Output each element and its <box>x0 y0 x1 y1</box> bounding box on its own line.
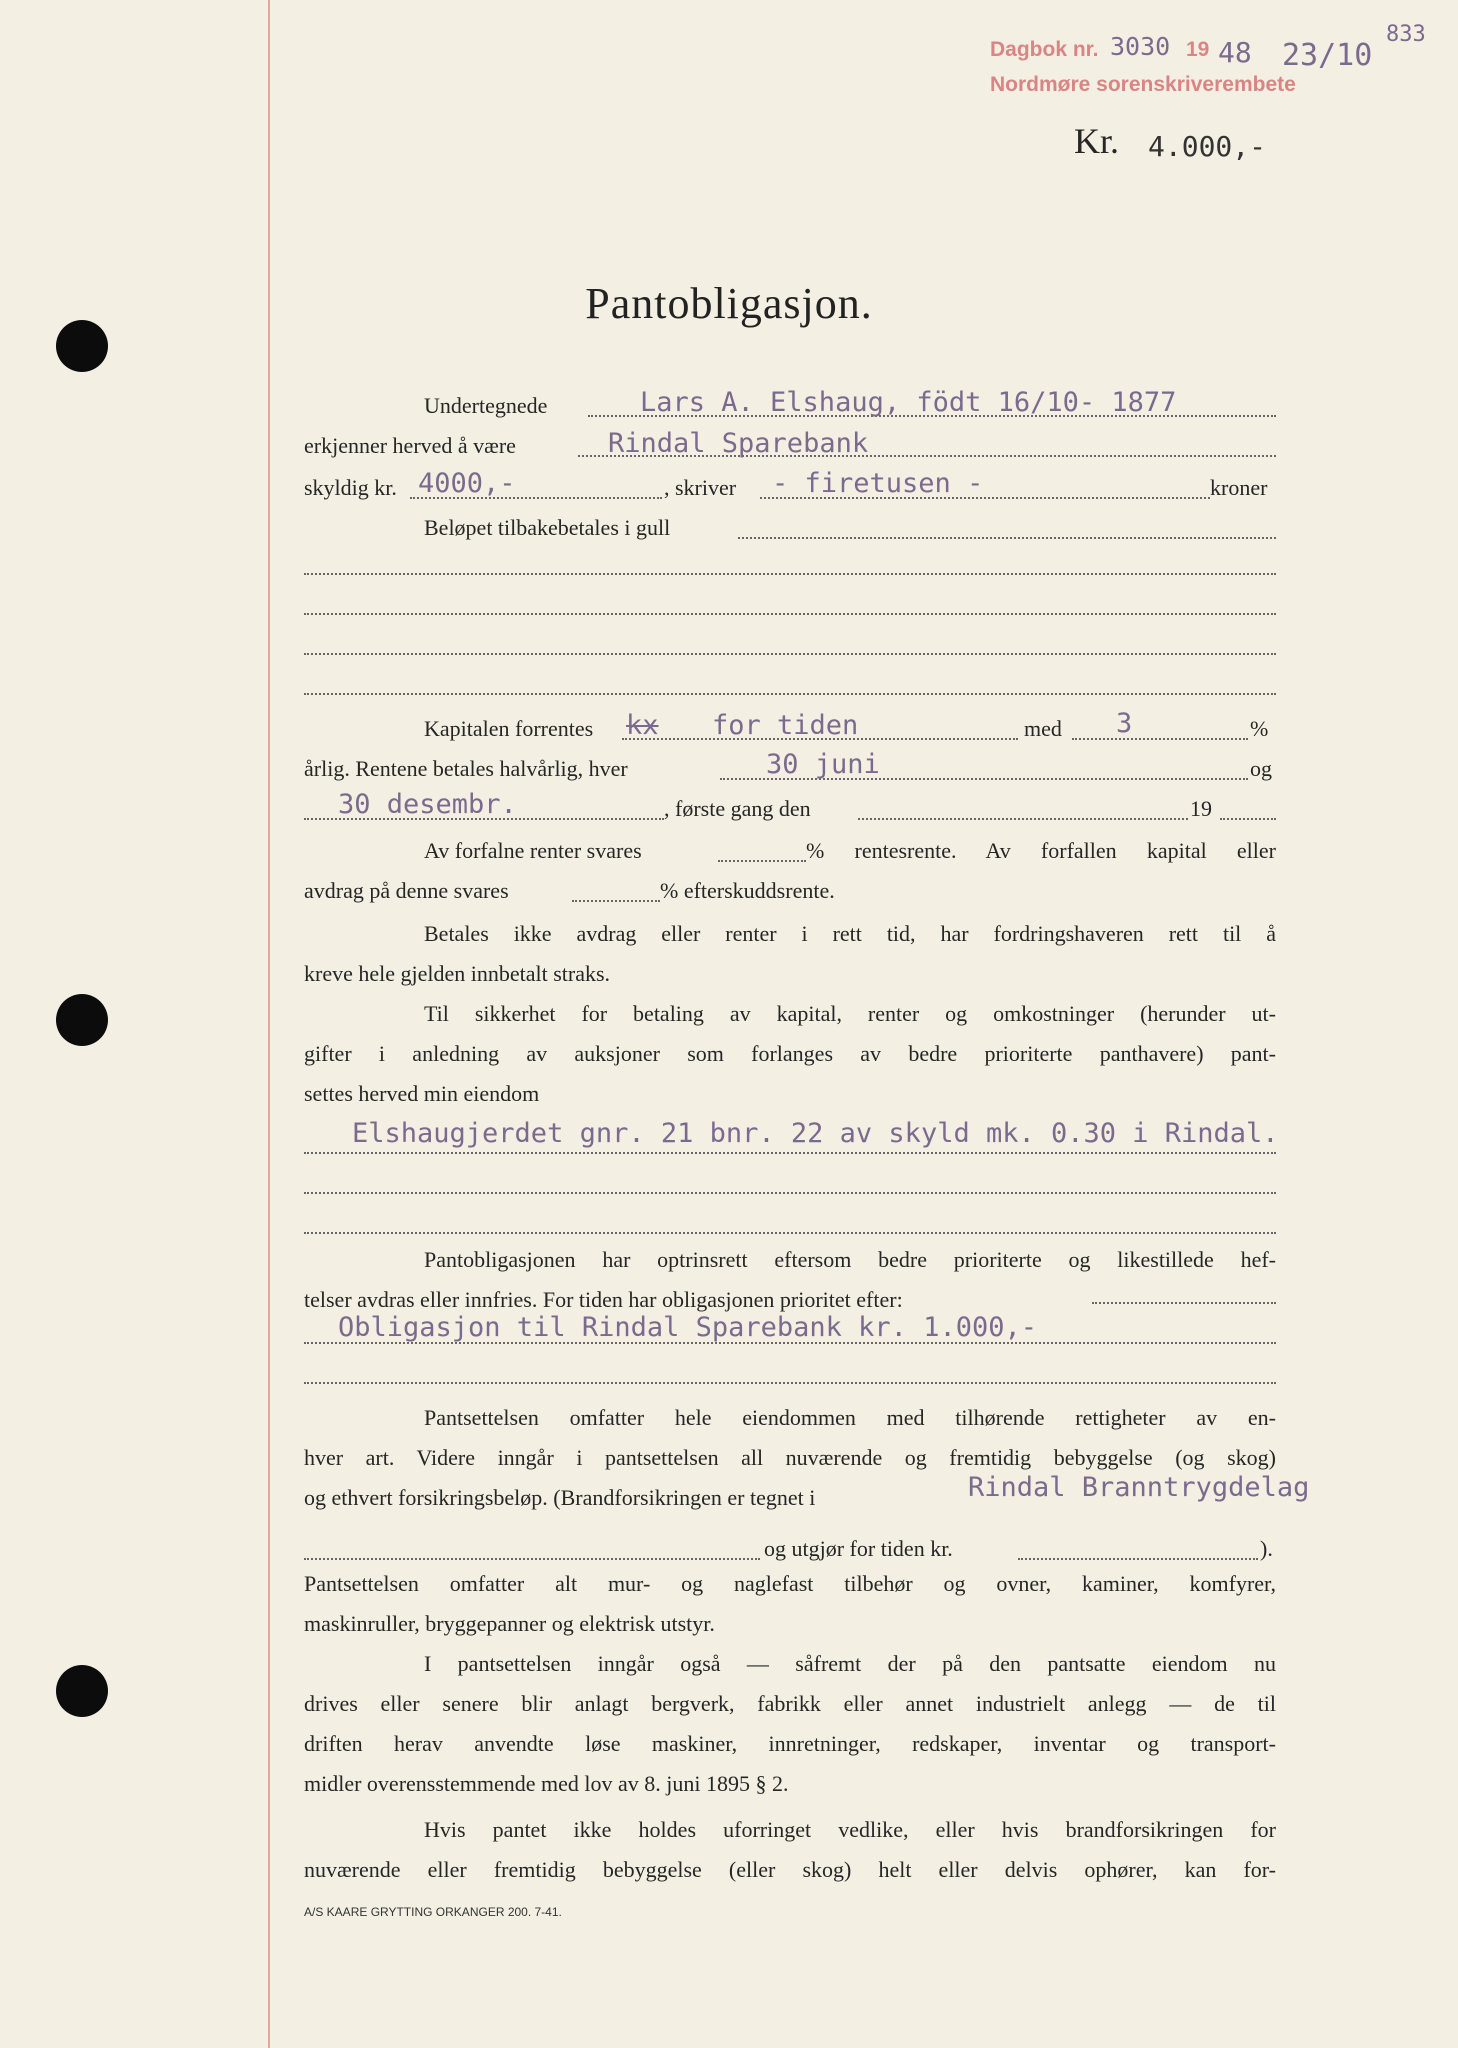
year-line <box>1220 818 1276 820</box>
text-line: Hvis pantet ikke holdes uforringet vedlike, eller hvis brandforsikringen for <box>424 1817 1276 1842</box>
paragraph-betales <box>304 914 1276 994</box>
utgjor-close: ). <box>1260 1536 1273 1561</box>
text-line: settes herved min eiendom <box>304 1081 540 1106</box>
gull-label: Beløpet tilbakebetales i gull <box>424 515 671 540</box>
avdrag-text: % efterskuddsrente. <box>660 878 835 903</box>
skyldig-label: skyldig kr. <box>304 475 397 500</box>
text-line: kreve hele gjelden innbetalt straks. <box>304 961 611 986</box>
text-line: drives eller senere blir anlagt bergverk, fabrikk eller annet industrielt anlegg — de til <box>304 1691 1276 1716</box>
med-label: med <box>1024 716 1062 741</box>
stamp-date: 23/10 <box>1282 38 1373 73</box>
skriver-value: - firetusen - <box>772 468 984 499</box>
kroner-label: kroner <box>1210 475 1268 500</box>
forfalne-line <box>718 860 806 862</box>
creditor-value: Rindal Sparebank <box>608 428 869 459</box>
text-line: Betales ikke avdrag eller renter i rett tid, har fordringshaveren rett til å <box>424 921 1276 946</box>
skyldig-value: 4000,- <box>418 468 516 499</box>
payment-date-2: 30 desembr. <box>338 789 517 820</box>
year-label: 19 <box>1190 796 1212 821</box>
dagbok-number: 3030 <box>1110 32 1171 61</box>
text-line: telser avdras eller innfries. For tiden har obligasjonen prioritet efter: <box>304 1287 903 1312</box>
text-line: hver art. Videre inngår i pantsettelsen all nuværende og fremtidig bebyggelse (og skog) <box>304 1445 1276 1470</box>
text-line: og ethvert forsikringsbeløp. (Brandforsikringen er tegnet i <box>304 1485 816 1510</box>
blank-line-5 <box>304 1192 1276 1194</box>
text-line: I pantsettelsen inngår også — såfremt der på den pantsatte eiendom nu <box>424 1651 1276 1676</box>
text-line: midler overensstemmende med lov av 8. juni 1895 § 2. <box>304 1771 789 1796</box>
forfalne-label: Av forfalne renter svares <box>424 838 642 863</box>
paragraph-inngar <box>304 1644 1276 1804</box>
blank-line-2 <box>304 613 1276 615</box>
paragraph-pantsettelsen-2 <box>304 1564 1276 1644</box>
gull-line <box>738 537 1276 539</box>
forste-label: , første gang den <box>664 796 811 821</box>
blank-line-3 <box>304 653 1276 655</box>
erkjenner-label: erkjenner herved å være <box>304 433 516 458</box>
page-title: Pantobligasjon. <box>585 279 873 328</box>
kapitalen-strike: kx <box>626 710 659 741</box>
text-line: driften herav anvendte løse maskiner, innretninger, redskaper, inventar og transport- <box>304 1731 1276 1756</box>
text-line: Pantsettelsen omfatter hele eiendommen med tilhørende rettigheter av en- <box>424 1405 1276 1430</box>
stamp-line-1 <box>990 38 1099 62</box>
paragraph-hvis <box>304 1810 1276 1890</box>
blank-line-1 <box>304 573 1276 575</box>
blank-line-4 <box>304 693 1276 695</box>
text-line: nuværende eller fremtidig bebyggelse (eller skog) helt eller delvis ophører, kan for- <box>304 1857 1276 1882</box>
undertegnede-value: Lars A. Elshaug, födt 16/10- 1877 <box>640 387 1177 418</box>
text-line: Pantsettelsen omfatter alt mur- og naglefast tilbehør og ovner, kaminer, komfyrer, <box>304 1571 1276 1596</box>
percent-sign: % <box>1250 716 1269 741</box>
avdrag-line <box>572 900 660 902</box>
utgjor-line-2 <box>1018 1558 1258 1560</box>
payment-date-1: 30 juni <box>766 749 880 780</box>
skriver-label: , skriver <box>664 475 737 500</box>
utgjor-label: og utgjør for tiden kr. <box>764 1536 953 1561</box>
printer-footer: A/S KAARE GRYTTING ORKANGER 200. 7-41. <box>304 1905 562 1919</box>
text-line: gifter i anledning av auksjoner som forlanges av bedre prioriterte panthavere) pant- <box>304 1041 1276 1066</box>
kapitalen-label: Kapitalen forrentes <box>424 716 594 741</box>
forste-line <box>858 818 1188 820</box>
utgjor-line-1 <box>304 1558 760 1560</box>
rate-line <box>1072 738 1248 740</box>
page-number: 833 <box>1386 22 1426 47</box>
amount-header-value: 4.000,- <box>1148 130 1267 163</box>
insurance-company-value: Rindal Branntrygdelag <box>968 1472 1310 1503</box>
blank-line-6 <box>304 1232 1276 1234</box>
text-line: maskinruller, bryggepanner og elektrisk utstyr. <box>304 1611 715 1636</box>
text-line: Pantobligasjonen har optrinsrett eftersom bedre prioriterte og likestillede hef- <box>424 1247 1276 1272</box>
stamp-year-prefix: 19 <box>1186 38 1210 61</box>
avdrag-label: avdrag på denne svares <box>304 878 509 903</box>
stamp-year: 48 <box>1218 36 1252 69</box>
stamp-line-2: Nordmøre sorenskriverembete <box>990 73 1296 96</box>
eiendom-line <box>304 1152 1276 1154</box>
text-line: Til sikkerhet for betaling av kapital, renter og omkostninger (herunder ut- <box>424 1001 1276 1026</box>
paragraph-sikkerhet <box>304 994 1276 1114</box>
prior-lien-value: Obligasjon til Rindal Sparebank kr. 1.000,- <box>338 1312 1037 1343</box>
prioritet-trail-line <box>1092 1302 1276 1304</box>
undertegnede-label: Undertegnede <box>424 393 548 418</box>
punch-hole-middle <box>56 994 108 1046</box>
blank-line-7 <box>304 1382 1276 1384</box>
property-description: Elshaugjerdet gnr. 21 bnr. 22 av skyld mk. 0.30 i Rindal. <box>352 1118 1279 1149</box>
arlig-label: årlig. Rentene betales halvårlig, hver <box>304 756 628 781</box>
amount-prefix: Kr. <box>1074 121 1119 161</box>
og-label: og <box>1250 756 1272 781</box>
interest-basis-value: for tiden <box>712 710 859 741</box>
forfalne-text: % rentesrente. Av forfallen kapital eller <box>806 838 1276 863</box>
paragraph-optrinsrett <box>304 1240 1276 1320</box>
interest-rate-value: 3 <box>1116 708 1133 739</box>
stamp-dagbok-label: Dagbok nr. <box>990 38 1099 61</box>
punch-hole-bottom <box>56 1665 108 1717</box>
